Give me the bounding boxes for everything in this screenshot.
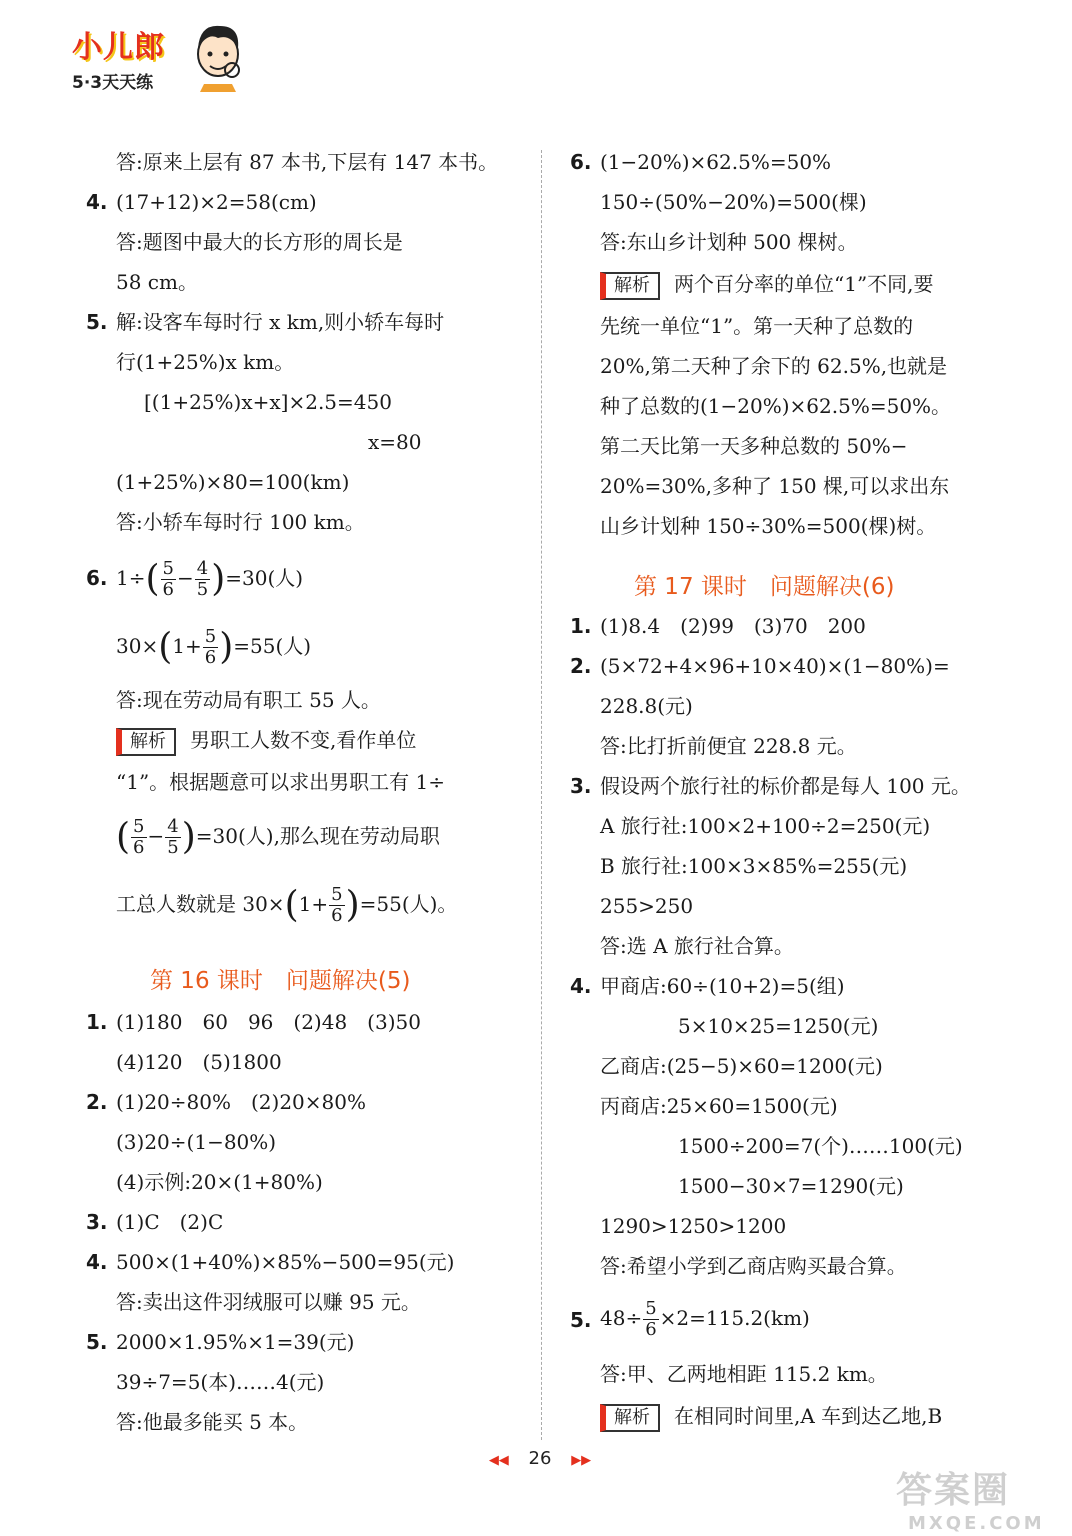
answer-line: 答:比打折前便宜 228.8 元。 — [600, 734, 857, 758]
mascot-boy-icon — [190, 18, 246, 92]
equation: 1500−30×7=1290(元) — [678, 1174, 904, 1198]
analysis-line: 解析 两个百分率的单位“1”不同,要 — [600, 270, 934, 300]
analysis-tag: 解析 — [116, 728, 176, 756]
answer-line: 答:甲、乙两地相距 115.2 km。 — [600, 1362, 888, 1386]
question-number: 1. — [570, 614, 592, 638]
equation: 255>250 — [600, 894, 694, 918]
brand-series: 5·3天天练 — [72, 73, 154, 93]
answer-line: 答:选 A 旅行社合算。 — [600, 934, 794, 958]
equation: [(1+25%)x+x]×2.5=450 — [144, 390, 392, 414]
analysis-line: 山乡计划种 150÷30%=500(棵)树。 — [600, 514, 937, 538]
question-number: 1. — [86, 1010, 108, 1034]
analysis-line: 第二天比第一天多种总数的 50%− — [600, 434, 908, 458]
page-number: 26 — [528, 1448, 552, 1469]
solution-line: 行(1+25%)x km。 — [116, 350, 295, 374]
answer-line: 答:现在劳动局有职工 55 人。 — [116, 688, 381, 712]
section-heading: 第 17 课时 问题解决(6) — [634, 574, 895, 600]
prev-arrows-icon: ◀◀ — [488, 1453, 509, 1468]
question-number: 6. — [86, 566, 108, 590]
question-number: 4. — [86, 1250, 108, 1274]
page-footer — [470, 1448, 610, 1469]
equation: 1500÷200=7(个)……100(元) — [678, 1134, 963, 1158]
answer-line: 答:题图中最大的长方形的周长是 — [116, 230, 403, 254]
equation: 1290>1250>1200 — [600, 1214, 787, 1238]
answer-line: 58 cm。 — [116, 270, 198, 294]
equation: 甲商店:60÷(10+2)=5(组) — [600, 974, 845, 998]
brand-title: 小儿郎 — [72, 30, 165, 65]
question-number: 6. — [570, 150, 592, 174]
equation: (5×72+4×96+10×40)×(1−80%)= — [600, 654, 950, 678]
answer-line: 答:希望小学到乙商店购买最合算。 — [600, 1254, 907, 1278]
equation: (1−20%)×62.5%=50% — [600, 150, 832, 174]
question-number: 3. — [570, 774, 592, 798]
next-arrows-icon: ▶▶ — [571, 1453, 592, 1468]
equation: (17+12)×2=58(cm) — [116, 190, 317, 214]
fraction-equation: 48÷ $\frac{5}{6}$ ×2=115.2(km) — [600, 1298, 810, 1340]
equation: 2000×1.95%×1=39(元) — [116, 1330, 355, 1354]
equation: A 旅行社:100×2+100÷2=250(元) — [600, 814, 931, 838]
answer-line: (1)C (2)C — [116, 1210, 224, 1234]
fraction-equation: 1÷( $\frac{5}{6}$ − $\frac{4}{5}$ )=30(人) — [116, 558, 304, 600]
equation: 500×(1+40%)×85%−500=95(元) — [116, 1250, 455, 1274]
question-number: 2. — [86, 1090, 108, 1114]
analysis-line: 种了总数的(1−20%)×62.5%=50%。 — [600, 394, 952, 418]
column-divider — [541, 150, 542, 1440]
answer-line: 答:原来上层有 87 本书,下层有 147 本书。 — [116, 150, 499, 174]
equation: 39÷7=5(本)……4(元) — [116, 1370, 325, 1394]
analysis-line: 工总人数就是 30×(1+ $\frac{5}{6}$ )=55(人)。 — [116, 884, 458, 926]
brand-logo — [72, 22, 165, 93]
watermark-cn: 答案圈 — [896, 1470, 1011, 1511]
analysis-line: 20%=30%,多种了 150 棵,可以求出东 — [600, 474, 950, 498]
section-heading: 第 16 课时 问题解决(5) — [150, 968, 411, 994]
answer-line: (1)8.4 (2)99 (3)70 200 — [600, 614, 866, 638]
watermark — [896, 1462, 1064, 1532]
question-number: 2. — [570, 654, 592, 678]
answer-line: 答:东山乡计划种 500 棵树。 — [600, 230, 858, 254]
question-number: 5. — [86, 310, 108, 334]
solution-line: 假设两个旅行社的标价都是每人 100 元。 — [600, 774, 971, 798]
answer-line: 答:小轿车每时行 100 km。 — [116, 510, 365, 534]
equation: 228.8(元) — [600, 694, 693, 718]
analysis-line: 解析 男职工人数不变,看作单位 — [116, 726, 416, 756]
answer-line: (1)20÷80% (2)20×80% — [116, 1090, 366, 1114]
watermark-en: MXQE.COM — [908, 1513, 1045, 1534]
equation: 5×10×25=1250(元) — [678, 1014, 879, 1038]
equation: 丙商店:25×60=1500(元) — [600, 1094, 838, 1118]
question-number: 4. — [570, 974, 592, 998]
analysis-line: “1”。根据题意可以求出男职工有 1÷ — [116, 770, 446, 794]
question-number: 3. — [86, 1210, 108, 1234]
answer-line: (3)20÷(1−80%) — [116, 1130, 277, 1154]
analysis-line: 20%,第二天种了余下的 62.5%,也就是 — [600, 354, 948, 378]
equation: B 旅行社:100×3×85%=255(元) — [600, 854, 908, 878]
question-number: 5. — [86, 1330, 108, 1354]
equation: (1+25%)×80=100(km) — [116, 470, 350, 494]
equation: 150÷(50%−20%)=500(棵) — [600, 190, 867, 214]
answer-line: (1)180 60 96 (2)48 (3)50 — [116, 1010, 421, 1034]
answer-line: 答:他最多能买 5 本。 — [116, 1410, 309, 1434]
analysis-tag: 解析 — [600, 1404, 660, 1432]
equation: x=80 — [368, 430, 422, 454]
equation: 乙商店:(25−5)×60=1200(元) — [600, 1054, 883, 1078]
fraction-equation: 30×(1+ $\frac{5}{6}$ )=55(人) — [116, 626, 312, 668]
question-number: 4. — [86, 190, 108, 214]
analysis-line: ( $\frac{5}{6}$ − $\frac{4}{5}$ )=30(人),那么现在劳动局职 — [116, 816, 440, 858]
question-number: 5. — [570, 1308, 592, 1332]
answer-line: 答:卖出这件羽绒服可以赚 95 元。 — [116, 1290, 421, 1314]
analysis-line: 解析 在相同时间里,A 车到达乙地,B — [600, 1402, 942, 1432]
analysis-tag: 解析 — [600, 272, 660, 300]
analysis-line: 先统一单位“1”。第一天种了总数的 — [600, 314, 914, 338]
solution-line: 解:设客车每时行 x km,则小轿车每时 — [116, 310, 445, 334]
answer-line: (4)120 (5)1800 — [116, 1050, 282, 1074]
answer-line: (4)示例:20×(1+80%) — [116, 1170, 323, 1194]
